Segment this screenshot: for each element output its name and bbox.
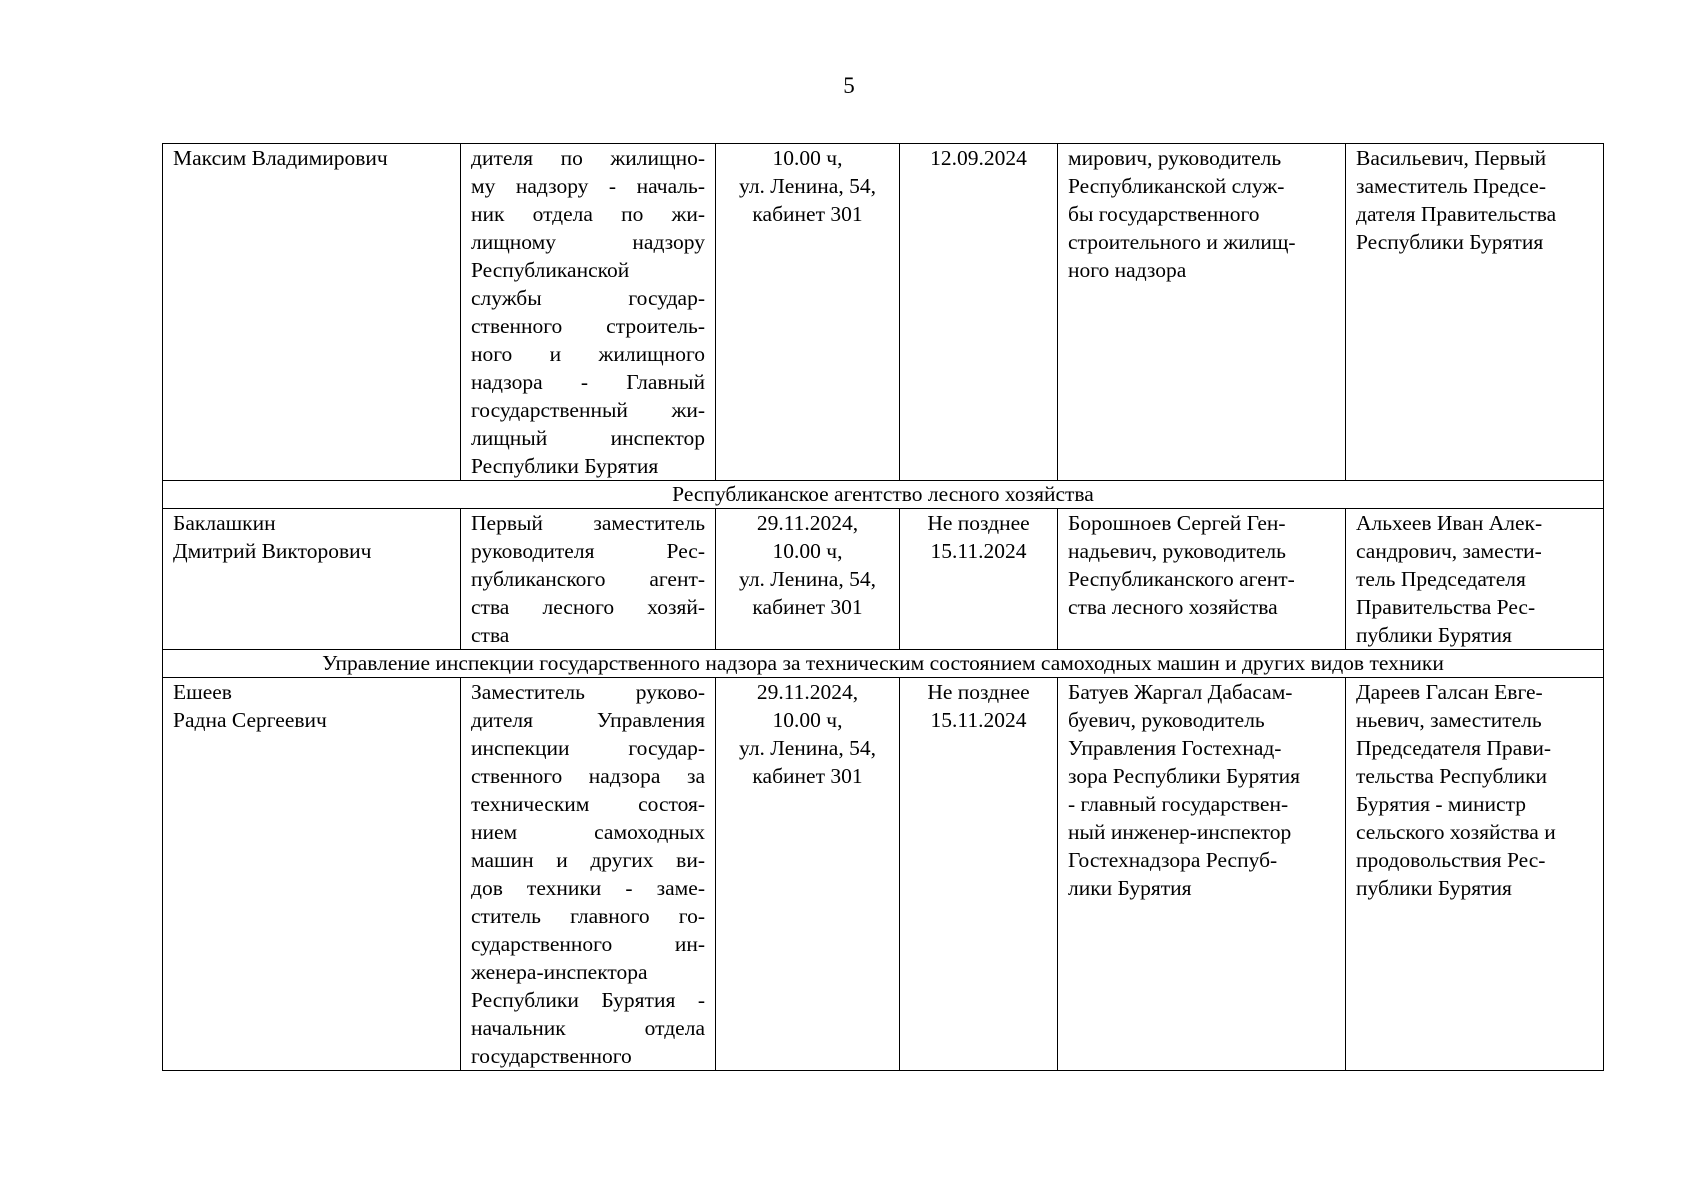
cell-line: публиканского агент- (471, 567, 705, 591)
table-row (163, 678, 1604, 1071)
cell-line: ник отдела по жи- (471, 202, 705, 226)
cell-line: Дареев Галсан Евге- (1356, 680, 1543, 704)
cell-line: Васильевич, Первый (1356, 146, 1547, 170)
cell-line: кабинет 301 (752, 202, 863, 226)
employee-name-cell (163, 509, 461, 650)
cell-line: му надзору - началь- (471, 174, 705, 198)
cell-line: Батуев Жаргал Дабасам- (1068, 680, 1293, 704)
cell-line: 12.09.2024 (930, 146, 1027, 170)
cell-line: сельского хозяйства и (1356, 820, 1556, 844)
cell-line: зора Республики Бурятия (1068, 764, 1301, 788)
cell-line: Республиканской (471, 258, 630, 282)
cell-line: строительного и жилищ- (1068, 230, 1296, 254)
cell-line: сударственного ин- (471, 932, 705, 956)
cell-line: Управления Гостехнад- (1068, 736, 1282, 760)
cell-line: ститель главного го- (471, 904, 705, 928)
cell-line: Республики Бурятия - (471, 988, 705, 1012)
responsible-cell (1058, 144, 1346, 481)
cell-line: Заместитель руково- (471, 680, 705, 704)
cell-line: техническим состоя- (471, 792, 705, 816)
cell-line: Республики Бурятия (1356, 230, 1544, 254)
cell-line: Республиканской служ- (1068, 174, 1285, 198)
cell-line: Бурятия - министр (1356, 792, 1526, 816)
position-cell (461, 678, 716, 1071)
cell-line: дителя по жилищно- (471, 146, 705, 170)
cell-line: дителя Управления (471, 708, 705, 732)
cell-line: начальник отдела (471, 1016, 705, 1040)
position-cell (461, 509, 716, 650)
cell-line: Дмитрий Викторович (173, 539, 372, 563)
section-header-row (163, 650, 1604, 678)
cell-line: дов техники - заме- (471, 876, 705, 900)
deadline-cell (900, 509, 1058, 650)
cell-line: 10.00 ч, (772, 539, 843, 563)
cell-line: Ешеев (173, 680, 232, 704)
curator-cell (1346, 509, 1604, 650)
employee-name-cell (163, 678, 461, 1071)
cell-line: тельства Республики (1356, 764, 1548, 788)
schedule-table (162, 143, 1604, 1071)
cell-line: мирович, руководитель (1068, 146, 1282, 170)
cell-line: службы государ- (471, 286, 705, 310)
cell-line: сандрович, замести- (1356, 539, 1542, 563)
cell-line: нием самоходных (471, 820, 705, 844)
cell-line: кабинет 301 (752, 764, 863, 788)
cell-line: 10.00 ч, (772, 146, 843, 170)
cell-line: лищный инспектор (471, 426, 705, 450)
cell-line: Гостехнадзора Респуб- (1068, 848, 1278, 872)
cell-line: ул. Ленина, 54, (739, 567, 876, 591)
table-row (163, 144, 1604, 481)
cell-line: ньевич, заместитель (1356, 708, 1542, 732)
cell-line: ный инженер-инспектор (1068, 820, 1292, 844)
cell-line: государственного (471, 1044, 632, 1068)
responsible-cell (1058, 509, 1346, 650)
cell-line: ства лесного хозяйства (1068, 595, 1278, 619)
page-number: 5 (843, 73, 855, 98)
cell-line: ственного строитель- (471, 314, 705, 338)
cell-line: бы государственного (1068, 202, 1260, 226)
cell-line: Первый заместитель (471, 511, 705, 535)
date-place-cell (716, 678, 900, 1071)
responsible-cell (1058, 678, 1346, 1071)
cell-line: машин и других ви- (471, 848, 705, 872)
cell-line: Не позднее (927, 511, 1030, 535)
cell-line: ного и жилищного (471, 342, 705, 366)
cell-line: ул. Ленина, 54, (739, 736, 876, 760)
cell-line: надзора - Главный (471, 370, 705, 394)
cell-line: тель Председателя (1356, 567, 1526, 591)
cell-line: женера-инспектора (471, 960, 648, 984)
cell-line: публики Бурятия (1356, 876, 1512, 900)
deadline-cell (900, 678, 1058, 1071)
cell-line: Правительства Рес- (1356, 595, 1536, 619)
date-place-cell (716, 509, 900, 650)
position-cell (461, 144, 716, 481)
curator-cell (1346, 678, 1604, 1071)
cell-line: 15.11.2024 (930, 539, 1027, 563)
cell-line: Борошноев Сергей Ген- (1068, 511, 1286, 535)
date-place-cell (716, 144, 900, 481)
cell-line: Республики Бурятия (471, 454, 659, 478)
cell-line: инспекции государ- (471, 736, 705, 760)
cell-line: ственного надзора за (471, 764, 705, 788)
section-title: Республиканское агентство лесного хозяйства (163, 481, 1604, 509)
cell-line: буевич, руководитель (1068, 708, 1265, 732)
cell-line: кабинет 301 (752, 595, 863, 619)
cell-line: лики Бурятия (1068, 876, 1192, 900)
cell-line: Не позднее (927, 680, 1030, 704)
section-header-row (163, 481, 1604, 509)
cell-line: ного надзора (1068, 258, 1187, 282)
cell-line: 29.11.2024, (756, 680, 859, 704)
cell-line: Максим Владимирович (173, 146, 388, 170)
cell-line: государственный жи- (471, 398, 705, 422)
cell-line: заместитель Предсе- (1356, 174, 1546, 198)
cell-line: - главный государствен- (1068, 792, 1289, 816)
table-row (163, 509, 1604, 650)
cell-line: руководителя Рес- (471, 539, 705, 563)
cell-line: продовольствия Рес- (1356, 848, 1546, 872)
cell-line: ства лесного хозяй- (471, 595, 705, 619)
cell-line: Республиканского агент- (1068, 567, 1295, 591)
cell-line: Баклашкин (173, 511, 276, 535)
cell-line: Радна Сергеевич (173, 708, 327, 732)
cell-line: публики Бурятия (1356, 623, 1512, 647)
section-title: Управление инспекции государственного надзора за техническим состоянием самоходных машин и других видов техники (163, 650, 1604, 678)
cell-line: Альхеев Иван Алек- (1356, 511, 1543, 535)
cell-line: ства (471, 623, 510, 647)
cell-line: дателя Правительства (1356, 202, 1557, 226)
cell-line: надьевич, руководитель (1068, 539, 1286, 563)
cell-line: 15.11.2024 (930, 708, 1027, 732)
cell-line: ул. Ленина, 54, (739, 174, 876, 198)
cell-line: Председателя Прави- (1356, 736, 1552, 760)
deadline-cell (900, 144, 1058, 481)
curator-cell (1346, 144, 1604, 481)
employee-name-cell (163, 144, 461, 481)
cell-line: 10.00 ч, (772, 708, 843, 732)
cell-line: 29.11.2024, (756, 511, 859, 535)
cell-line: лищному надзору (471, 230, 705, 254)
